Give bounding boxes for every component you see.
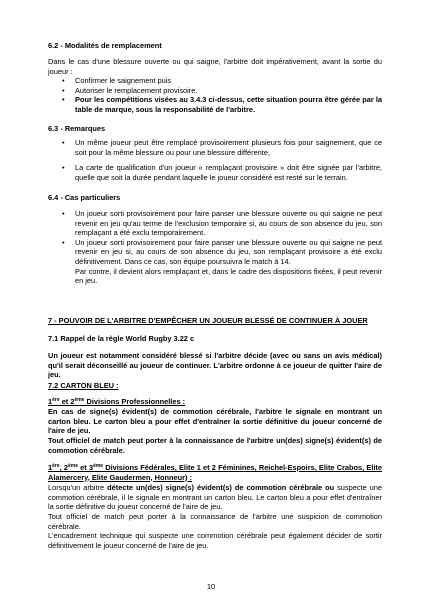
paragraph-federal-2: Tout officiel de match peut porter à la connaissance de l'arbitre une suspicion de commotion cérébrale. — [48, 512, 382, 531]
list-item: • La carte de qualification d'un joueur « remplaçant provisoire » doit être signée par l'arbitre, quelle que soit la durée pendant laquelle le joueur considéré est resté sur le terrain. — [48, 163, 382, 182]
list-item-text: Par contre, il devient alors remplaçant et, dans le cadre des dispositions fixées, il peut revenir en jeu. — [75, 266, 382, 286]
list-item — [48, 238, 382, 286]
heading-pro-divisions: 1ère et 2ème Divisions Professionnelles : — [48, 397, 186, 406]
paragraph-6-2-intro: Dans le cas d'une blessure ouverte ou qui saigne, l'arbitre doit impérativement, avant la sortie du joueur : — [48, 57, 382, 76]
heading-6-2: 6.2 - Modalités de remplacement — [48, 41, 162, 50]
heading-section-7: 7 - POUVOIR DE L'ARBITRE D'EMPÊCHER UN JOUEUR BLESSÉ DE CONTINUER À JOUER — [48, 316, 368, 325]
paragraph-pro-1: En cas de signe(s) évident(s) de commotion cérébrale, l'arbitre le signale en montrant un carton bleu. Le carton bleu a pour effet d'entraîner la sortie définitive du joueur concerné de l'aire de jeu. — [48, 407, 382, 436]
list-item: • Pour les compétitions visées au 3.4.3 ci-dessus, cette situation pourra être gérée par la table de marque, sous la responsabilité de l'arbitre. — [48, 95, 382, 114]
list-item: • Un même joueur peut être remplacé provisoirement plusieurs fois pour saignement, que ce soit pour la même blessure ou pour une blessure différente, — [48, 138, 382, 157]
paragraph-pro-2: Tout officiel de match peut porter à la connaissance de l'arbitre un(des) signe(s) évident(s) de commotion cérébrale. — [48, 436, 382, 455]
rule-paragraph: Un joueur est notamment considéré blessé si l'arbitre décide (avec ou sans un avis médical) qu'il serait déconseillé au joueur de continuer. L'arbitre ordonne à ce joueur de quitter l'aire de jeu. — [48, 351, 382, 380]
list-item: • Confirmer le saignement puis — [48, 76, 382, 86]
heading-6-3: 6.3 - Remarques — [48, 124, 106, 133]
heading-7-1: 7.1 Rappel de la règle World Rugby 3.22 c — [48, 334, 195, 343]
paragraph-federal-1: Lorsqu'un arbitre détecte un(des) signe(s) évident(s) de commotion cérébrale ou suspecte une commotion cérébrale, il le signale en montrant un carton bleu. Le carton bleu a pour effet d'entraîner la sortie définitive du joueur concerné de l'aire de jeu. — [48, 483, 382, 512]
heading-6-4: 6.4 - Cas particuliers — [48, 193, 121, 202]
list-item: • Un joueur sorti provisoirement pour faire panser une blessure ouverte ou qui saigne ne peut revenir en jeu qu'au terme de l'exclusion temporaire si, au cours de son absence du jeu, son remplaçant a été exclu temporairement. — [48, 209, 382, 238]
page-number: 10 — [206, 582, 216, 591]
list-6-3 — [48, 138, 382, 182]
list-item-text: • Un joueur sorti provisoirement pour faire panser une blessure ouverte ou qui saigne ne peut revenir en jeu si, au cours de son absence du jeu, son remplaçant provisoire a été exclu définitivement. Dans ce cas, son équipe poursuivra le match à 14. — [75, 237, 382, 266]
heading-7-2: 7.2 CARTON BLEU : — [48, 381, 119, 390]
list-item: • Autoriser le remplacement provisoire. — [48, 86, 382, 96]
heading-federal-divisions: 1ère, 2ème et 3ème Divisions Fédérales, Elite 1 et 2 Féminines, Reichel-Espoirs, Elite Crabos, Elite Alamercery, Elite Gaudermen, Honneur) : — [48, 463, 383, 482]
list-6-4 — [48, 209, 382, 286]
list-6-2 — [48, 76, 382, 114]
paragraph-federal-3: L'encadrement technique qui suspecte une commotion cérébrale peut également décider de sortir définitivement le joueur concerné de l'aire de jeu. — [48, 531, 382, 550]
